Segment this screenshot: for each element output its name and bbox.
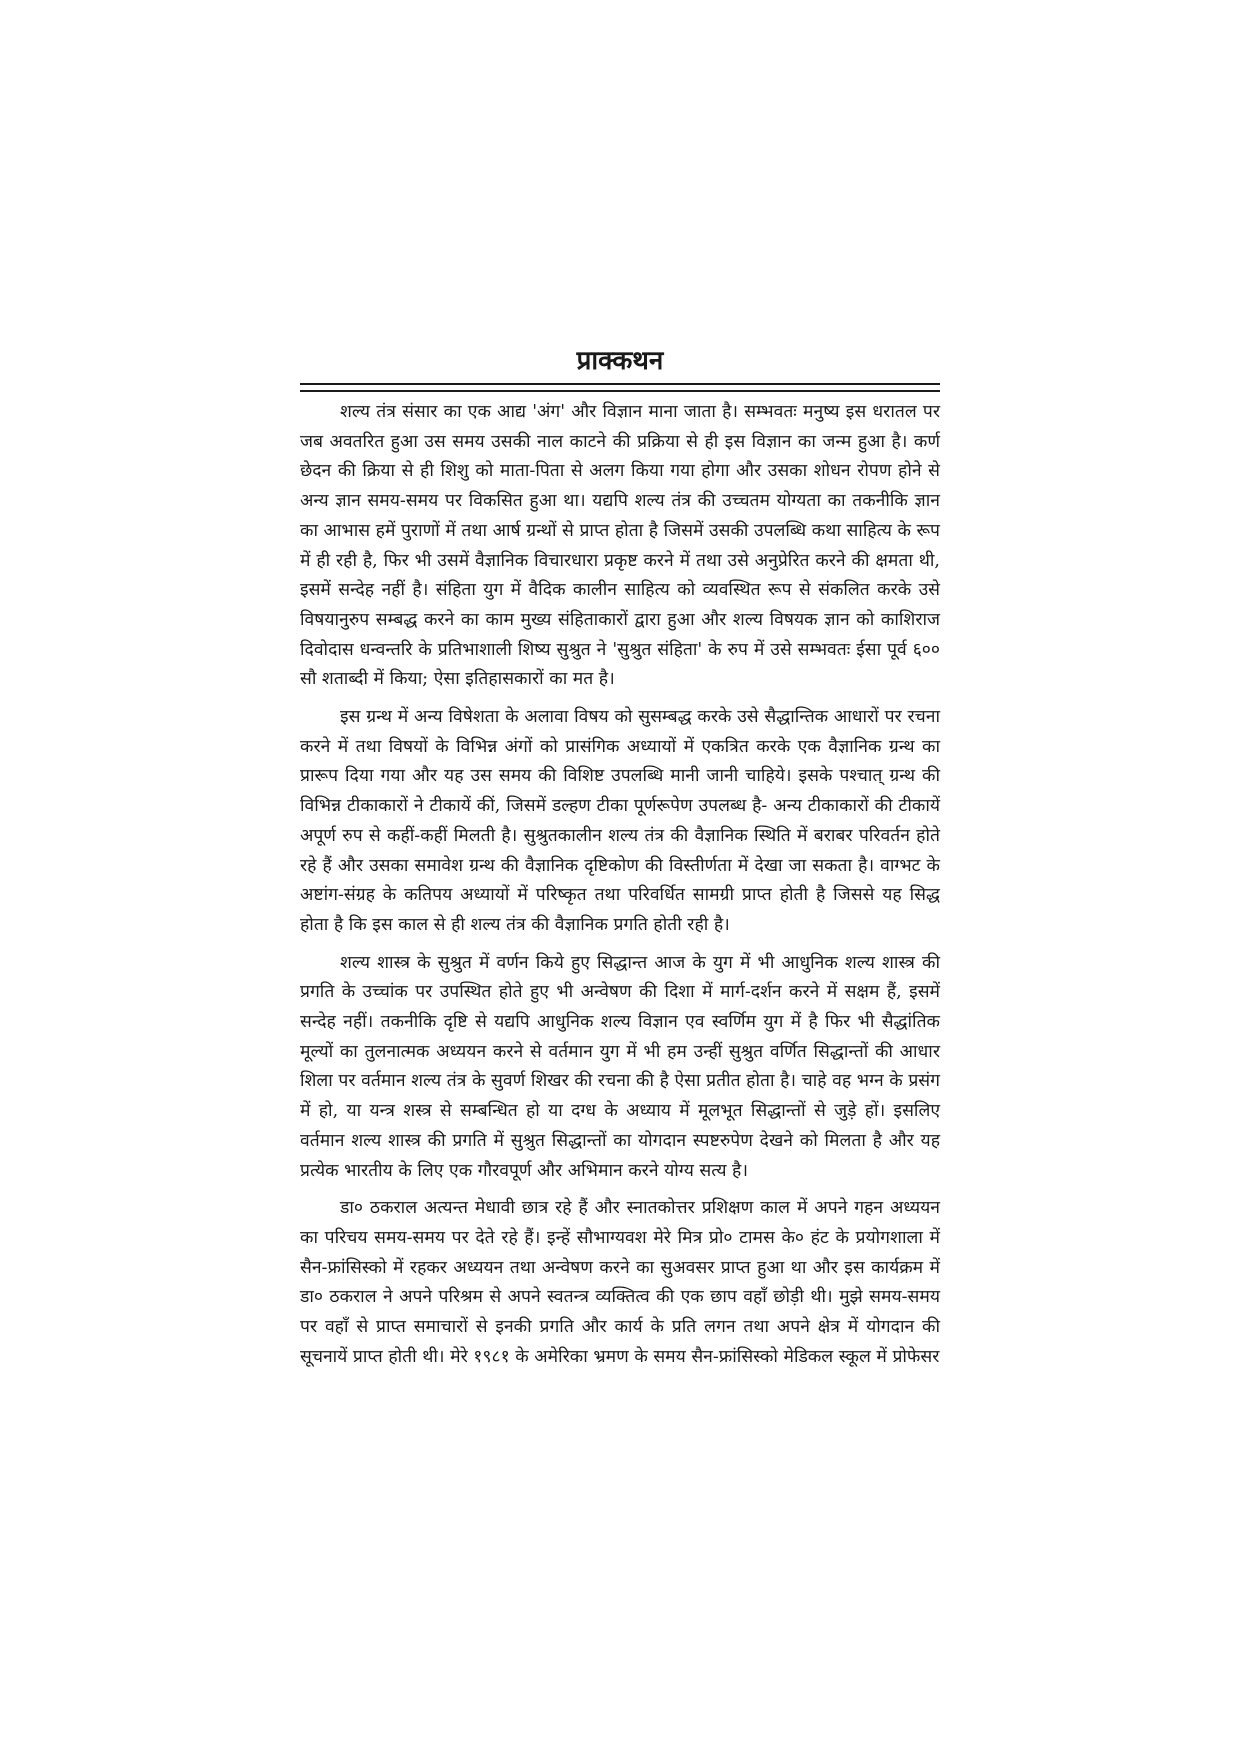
page-title: प्राक्कथन (576, 346, 664, 376)
body-text (300, 398, 940, 1381)
title-rule-bottom (300, 390, 940, 392)
paragraph-2: इस ग्रन्थ में अन्य विषेशता के अलावा विषय को सुसम्बद्ध करके उसे सैद्धान्तिक आधारों पर रचना करने में तथा विषयों के विभिन्न अंगों को प्रासंगिक अध्यायों में एकत्रित करके एक वैज्ञानिक ग्रन्थ का प्रारूप दिया गया और यह उस समय की विशिष्ट उपलब्धि मानी जानी चाहिये। इसके पश्चात् ग्रन्थ की विभिन्न टीकाकारों ने टीकायें कीं, जिसमें डल्हण टीका पूर्णरूपेण उपलब्ध है- अन्य टीकाकारों की टीकायें अपूर्ण रुप से कहीं-कहीं मिलती है। सुश्रुतकालीन शल्य तंत्र की वैज्ञानिक स्थिति में बराबर परिवर्तन होते रहे हैं और उसका समावेश ग्रन्थ की वैज्ञानिक दृष्टिकोण की विस्तीर्णता में देखा जा सकता है। वाग्भट के अष्टांग-संग्रह के कतिपय अध्यायों में परिष्कृत तथा परिवर्धित सामग्री प्राप्त होती है जिससे यह सिद्ध होता है कि इस काल से ही शल्य तंत्र की वैज्ञानिक प्रगति होती रही है। (300, 707, 940, 935)
paragraph-1: शल्य तंत्र संसार का एक आद्य 'अंग' और विज्ञान माना जाता है। सम्भवतः मनुष्य इस धरातल पर जब अवतरित हुआ उस समय उसकी नाल काटने की प्रक्रिया से ही इस विज्ञान का जन्म हुआ है। कर्ण छेदन की क्रिया से ही शिशु को माता-पिता से अलग किया गया होगा और उसका शोधन रोपण होने से अन्य ज्ञान समय-समय पर विकसित हुआ था। यद्यपि शल्य तंत्र की उच्चतम योग्यता का तकनीकि ज्ञान का आभास हमें पुराणों में तथा आर्ष ग्रन्थों से प्राप्त होता है जिसमें उसकी उपलब्धि कथा साहित्य के रूप में ही रही है, फिर भी उसमें वैज्ञानिक विचारधारा प्रकृष्ट करने में तथा उसे अनुप्रेरित करने की क्षमता थी, इसमें सन्देह नहीं है। संहिता युग में वैदिक कालीन साहित्य को व्यवस्थित रूप से संकलित करके उसे विषयानुरुप सम्बद्ध करने का काम मुख्य संहिताकारों द्वारा हुआ और शल्य विषयक ज्ञान को काशिराज दिवोदास धन्वन्तरि के प्रतिभाशाली शिष्य सुश्रुत ने 'सुश्रुत संहिता' के रुप में उसे सम्भवतः ईसा पूर्व ६०० सौ शताब्दी में किया; ऐसा इतिहासकारों का मत है। (300, 402, 940, 690)
paragraph-4: डा० ठकराल अत्यन्त मेधावी छात्र रहे हैं और स्नातकोत्तर प्रशिक्षण काल में अपने गहन अध्ययन का परिचय समय-समय पर देते रहे हैं। इन्हें सौभाग्यवश मेरे मित्र प्रो० टामस के० हंट के प्रयोगशाला में सैन-फ्रांसिस्को में रहकर अध्ययन तथा अन्वेषण करने का सुअवसर प्राप्त हुआ था और इस कार्यक्रम में डा० ठकराल ने अपने परिश्रम से अपने स्वतन्त्र व्यक्तित्व की एक छाप वहाँ छोड़ी थी। मुझे समय-समय पर वहाँ से प्राप्त समाचारों से इनकी प्रगति और कार्य के प्रति लगन तथा अपने क्षेत्र में योगदान की सूचनायें प्राप्त होती थी। मेरे १९८१ के अमेरिका भ्रमण के समय सैन-फ्रांसिस्को मेडिकल स्कूल में प्रोफेसर (300, 1198, 940, 1367)
title-rule-top (300, 383, 940, 385)
paragraph-3: शल्य शास्त्र के सुश्रुत में वर्णन किये हुए सिद्धान्त आज के युग में भी आधुनिक शल्य शास्त्र की प्रगति के उच्चांक पर उपस्थित होते हुए भी अन्वेषण की दिशा में मार्ग-दर्शन करने में सक्षम हैं, इसमें सन्देह नहीं। तकनीकि दृष्टि से यद्यपि आधुनिक शल्य विज्ञान एव स्वर्णिम युग में है फिर भी सैद्धांतिक मूल्यों का तुलनात्मक अध्ययन करने से वर्तमान युग में भी हम उन्हीं सुश्रुत वर्णित सिद्धान्तों की आधार शिला पर वर्तमान शल्य तंत्र के सुवर्ण शिखर की रचना की है ऐसा प्रतीत होता है। चाहे वह भग्न के प्रसंग में हो, या यन्त्र शस्त्र से सम्बन्धित हो या दग्ध के अध्याय में मूलभूत सिद्धान्तों से जुड़े हों। इसलिए वर्तमान शल्य शास्त्र की प्रगति में सुश्रुत सिद्धान्तों का योगदान स्पष्टरुपेण देखने को मिलता है और यह प्रत्येक भारतीय के लिए एक गौरवपूर्ण और अभिमान करने योग्य सत्य है। (300, 952, 940, 1181)
